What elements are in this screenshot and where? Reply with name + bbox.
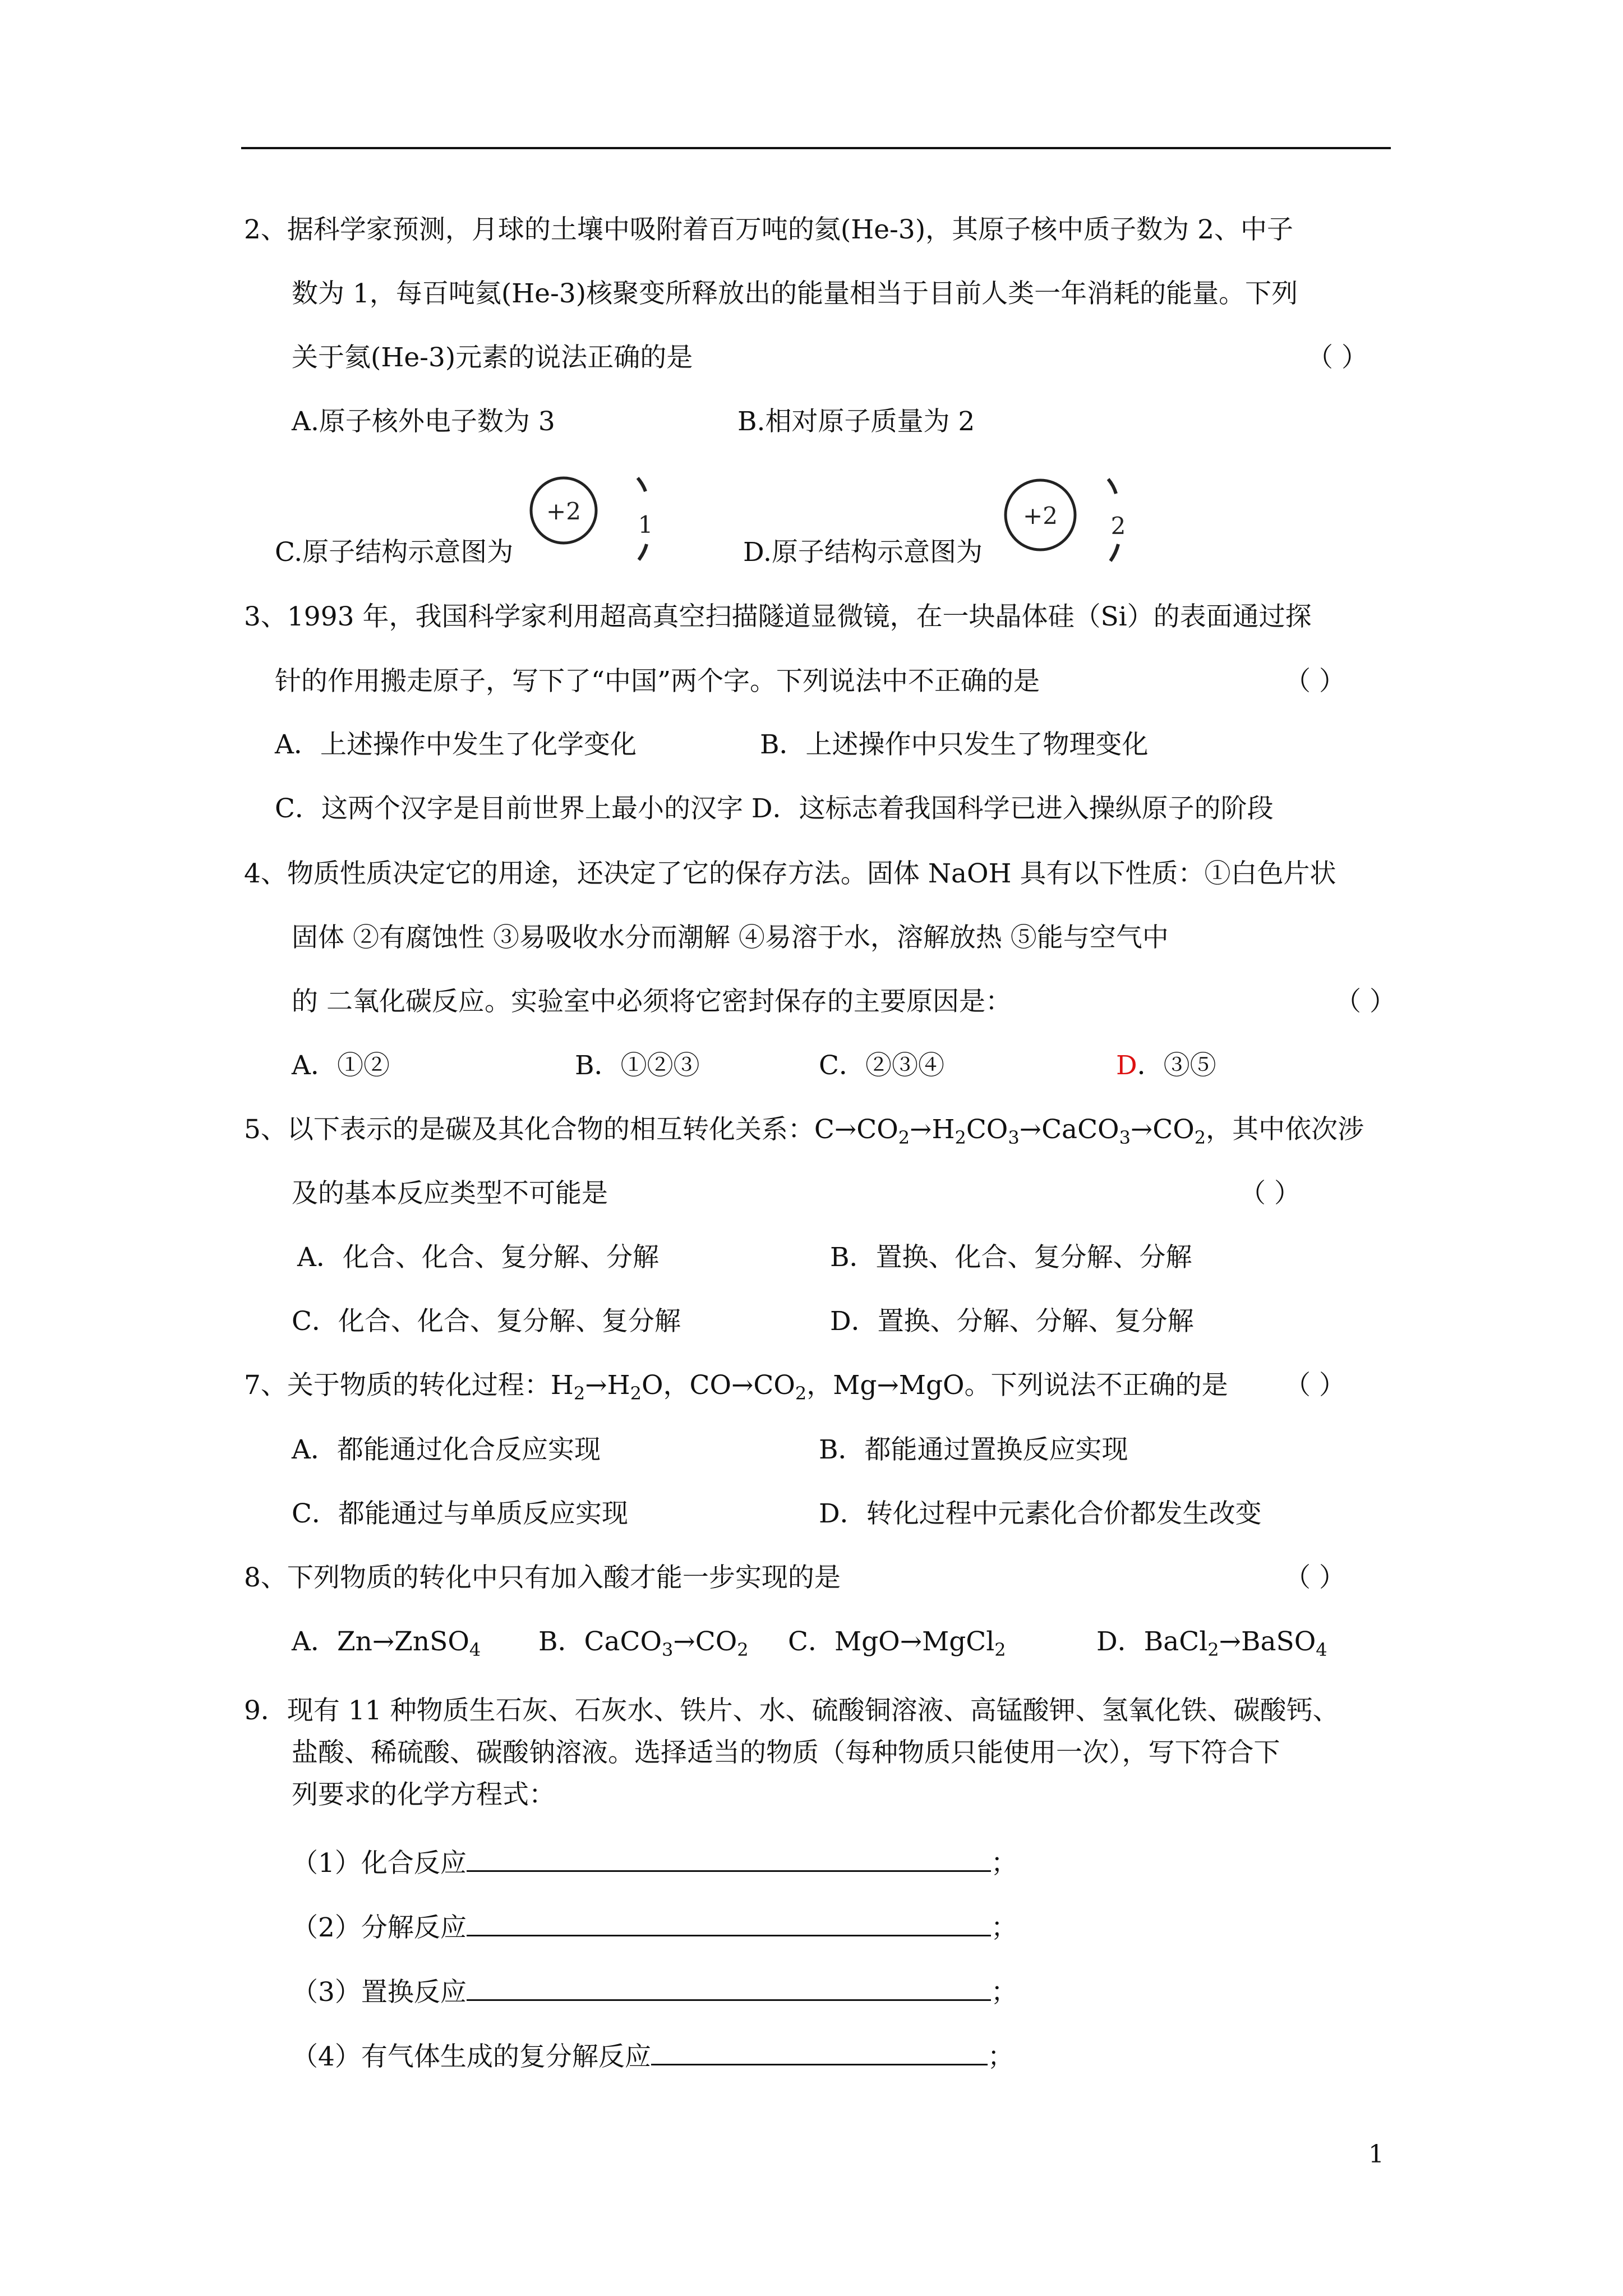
nucleus-charge-c: +2 [546,498,581,525]
q9-item-4: （4）有气体生成的复分解反应 ； [292,2039,1014,2074]
q9-item-3: （3）置换反应 ； [292,1975,1017,2009]
answer-blank-2[interactable] [467,1910,991,1936]
nucleus-charge-d: +2 [1023,502,1058,530]
q8-option-b: B．$CaCO_3\to CO_2$ [538,1626,749,1660]
q4-option-c: C．②③④ [819,1050,944,1081]
q5-option-b: B．置换、化合、复分解、分解 [830,1242,1192,1273]
q3-option-a: A．上述操作中发生了化学变化 [275,729,637,760]
q9-line-3: 列要求的化学方程式： [292,1779,555,1810]
q4-option-d: D．③⑤ [1116,1050,1216,1081]
q4-line-2: 固体 ②有腐蚀性 ③易吸收水分而潮解 ④易溶于水，溶解放热 ⑤能与空气中 [292,922,1169,953]
q3-option-b: B．上述操作中只发生了物理变化 [760,729,1149,760]
q2-option-a: A.原子核外电子数为 3 [292,406,555,437]
answer-blank-1[interactable] [467,1846,991,1872]
atom-structure-diagram-c [530,471,665,567]
q9-line-1: 9．现有 11 种物质生石灰、石灰水、铁片、水、硫酸铜溶液、高锰酸钾、氢氧化铁、碳酸钙、 [244,1695,1339,1726]
header-rule [241,147,1391,149]
q3-answer-paren: （ ） [1284,666,1345,697]
q7-answer-paren: （ ） [1284,1370,1345,1401]
shell-electrons-c: 1 [638,511,653,539]
q5-option-c: C．化合、化合、复分解、复分解 [292,1306,681,1337]
q8-option-a: A．Zn→ZnSO$_4$ [292,1626,481,1660]
q2-answer-paren: （ ） [1307,342,1368,373]
atom-structure-diagram-d [998,471,1133,567]
q4-answer-letter: D [1116,1050,1137,1081]
q5-line-2: 及的基本反应类型不可能是 [292,1178,608,1209]
q7-option-c: C．都能通过与单质反应实现 [292,1498,628,1529]
page-number: 1 [1368,2140,1384,2169]
q7-option-d: D．转化过程中元素化合价都发生改变 [819,1498,1262,1529]
q4-option-b: B．①②③ [575,1050,700,1081]
q7-option-b: B．都能通过置换反应实现 [819,1434,1128,1465]
q7-line-1: 7、关于物质的转化过程：$H_2\to H_2O$，$CO\to CO_2$，Mg→MgO。下列说法不正确的是 [244,1370,1228,1404]
q2-line-1: 2、据科学家预测，月球的土壤中吸附着百万吨的氦(He-3)，其原子核中质子数为 2、中子 [244,214,1294,245]
q4-line-1: 4、物质性质决定它的用途，还决定了它的保存方法。固体 NaOH 具有以下性质：①白色片状 [244,858,1336,889]
q4-line-3: 的 二氧化碳反应。实验室中必须将它密封保存的主要原因是： [292,986,1012,1017]
q8-option-c: C．MgO→MgCl$_2$ [788,1626,1006,1660]
q9-item-2: （2）分解反应 ； [292,1910,1017,1945]
q8-line: 8、下列物质的转化中只有加入酸才能一步实现的是 [244,1562,841,1593]
q2-option-b: B.相对原子质量为 2 [737,406,975,437]
q2-option-d: D.原子结构示意图为 [743,537,983,568]
q8-option-d: D．BaCl$_2$→BaSO$_4$ [1096,1626,1327,1660]
q3-line-2: 针的作用搬走原子，写下了“中国”两个字。下列说法中不正确的是 [275,666,1040,697]
q4-answer-paren: （ ） [1335,986,1396,1017]
answer-blank-3[interactable] [467,1975,991,2001]
q9-line-2: 盐酸、稀硫酸、碳酸钠溶液。选择适当的物质（每种物质只能使用一次），写下符合下 [292,1737,1280,1768]
q2-line-3: 关于氦(He-3)元素的说法正确的是 [292,342,693,373]
q5-line-1: 5、以下表示的是碳及其化合物的相互转化关系：$C\to CO_2\to H_2CO_3\to CaCO_3\to CO_2$，其中依次涉 [244,1114,1364,1148]
q3-line-1: 3、1993 年，我国科学家利用超高真空扫描隧道显微镜，在一块晶体硅（Si）的表面通过探 [244,601,1312,632]
q5-option-a: A．化合、化合、复分解、分解 [297,1242,659,1273]
q5-option-d: D．置换、分解、分解、复分解 [830,1306,1194,1337]
shell-electrons-d: 2 [1110,512,1126,540]
answer-blank-4[interactable] [651,2039,988,2065]
q9-item-1: （1）化合反应 ； [292,1846,1017,1880]
q4-option-a: A．①② [292,1050,390,1081]
q8-answer-paren: （ ） [1284,1562,1345,1593]
q2-line-2: 数为 1，每百吨氦(He-3)核聚变所释放出的能量相当于目前人类一年消耗的能量。下列 [292,278,1298,309]
q7-option-a: A．都能通过化合反应实现 [292,1434,601,1465]
q3-option-c-d: C．这两个汉字是目前世界上最小的汉字 D．这标志着我国科学已进入操纵原子的阶段 [275,793,1274,824]
q2-option-c: C.原子结构示意图为 [275,537,514,568]
q5-answer-paren: （ ） [1239,1178,1301,1209]
